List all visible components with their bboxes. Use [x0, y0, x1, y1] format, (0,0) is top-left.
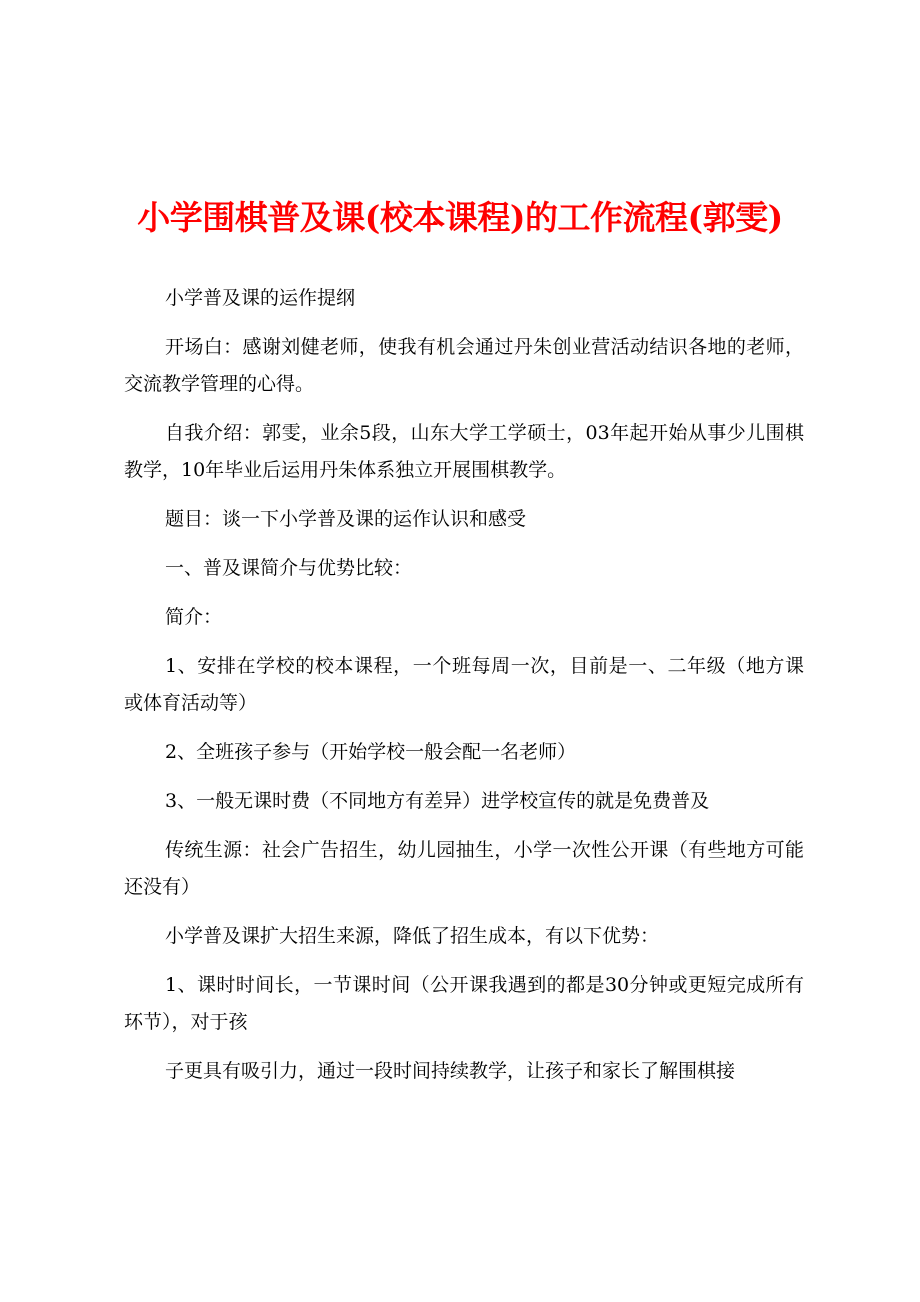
intro-item-2: 2、全班孩子参与（开始学校一般会配一名老师） [165, 741, 577, 763]
advantage-item-1-continued: 子更具有吸引力，通过一段时间持续教学，让孩子和家长了解围棋接 [165, 1060, 736, 1082]
opening-remarks-paragraph: 开场白：感谢刘健老师，使我有机会通过丹朱创业营活动结识各地的老师，交流教学管理的心得。 [124, 336, 804, 395]
topic-paragraph: 题目：谈一下小学普及课的运作认识和感受 [165, 508, 527, 530]
document-body [124, 280, 804, 1102]
intro-item-3: 3、一般无课时费（不同地方有差异）进学校宣传的就是免费普及 [165, 790, 710, 812]
self-introduction-paragraph: 自我介绍：郭雯，业余5段，山东大学工学硕士，03年起开始从事少儿围棋教学，10年毕业后运用丹朱体系独立开展围棋教学。 [124, 422, 804, 481]
advantages-paragraph: 小学普及课扩大招生来源，降低了招生成本，有以下优势： [165, 925, 660, 947]
intro-item-1: 1、安排在学校的校本课程，一个班每周一次，目前是一、二年级（地方课或体育活动等） [124, 655, 804, 714]
traditional-sources-paragraph: 传统生源：社会广告招生，幼儿园抽生，小学一次性公开课（有些地方可能还没有） [124, 839, 804, 898]
introduction-label: 简介： [165, 606, 223, 628]
section-heading: 一、普及课简介与优势比较： [165, 557, 413, 579]
document-title: 小学围棋普及课(校本课程)的工作流程(郭雯) [137, 198, 783, 237]
outline-heading: 小学普及课的运作提纲 [165, 287, 356, 309]
advantage-item-1: 1、课时时间长，一节课时间（公开课我遇到的都是30分钟或更短完成所有环节），对于孩 [124, 974, 804, 1033]
